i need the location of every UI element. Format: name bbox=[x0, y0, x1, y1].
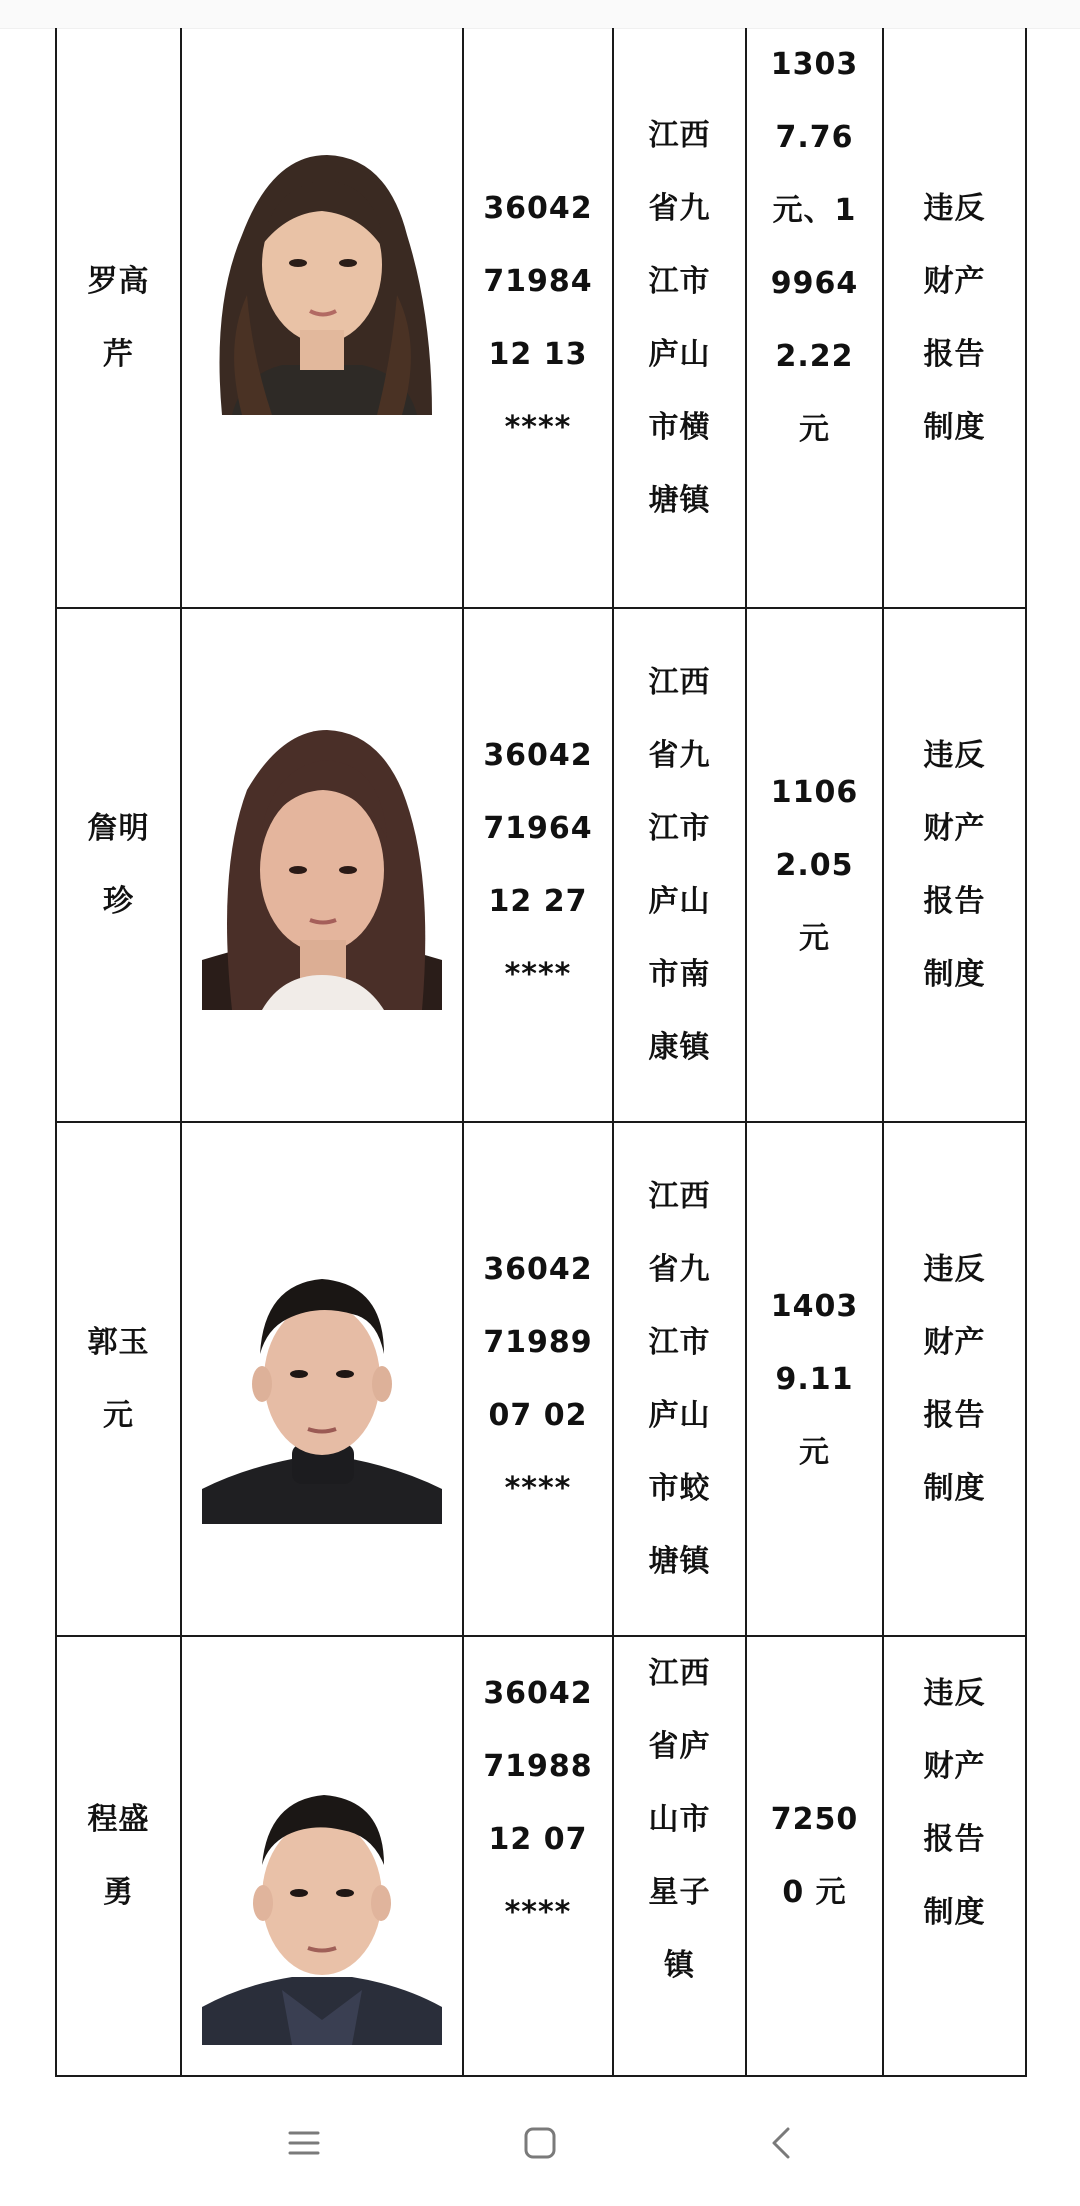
id-cell bbox=[463, 28, 613, 608]
name-cell bbox=[56, 608, 181, 1122]
address: 江西省九江市庐山市南康镇 bbox=[648, 665, 711, 1065]
id-number: 360427198412 13**** bbox=[483, 190, 593, 445]
reason: 违反财产报告制度 bbox=[923, 1252, 986, 1506]
reason: 违反财产报告制度 bbox=[923, 738, 986, 992]
id-cell bbox=[463, 1122, 613, 1636]
amount: 13037.76元、199642.22元 bbox=[770, 47, 859, 447]
address-cell bbox=[613, 28, 746, 608]
navigation-bar bbox=[0, 2080, 1080, 2206]
address: 江西省九江市庐山市蛟塘镇 bbox=[648, 1179, 711, 1579]
reason: 违反财产报告制度 bbox=[923, 190, 986, 445]
name-cell bbox=[56, 1122, 181, 1636]
person-name: 郭玉元 bbox=[87, 1325, 150, 1433]
reason-cell bbox=[883, 608, 1026, 1122]
id-cell bbox=[463, 608, 613, 1122]
table-row bbox=[56, 608, 1026, 1122]
id-cell bbox=[463, 1636, 613, 2076]
table-row bbox=[56, 1122, 1026, 1636]
back-icon bbox=[766, 2125, 796, 2161]
name-cell bbox=[56, 1636, 181, 2076]
amount: 14039.11元 bbox=[770, 1288, 859, 1470]
amount-cell bbox=[746, 28, 883, 608]
home-icon bbox=[522, 2125, 558, 2161]
menu-button[interactable] bbox=[269, 2108, 339, 2178]
name-cell bbox=[56, 28, 181, 608]
reason: 违反财产报告制度 bbox=[923, 1676, 986, 1930]
amount: 11062.05元 bbox=[770, 774, 859, 956]
reason-cell bbox=[883, 1636, 1026, 2076]
id-number: 360427198907 02**** bbox=[483, 1252, 593, 1506]
amount: 72500 元 bbox=[770, 1802, 859, 1910]
person-photo bbox=[202, 1234, 442, 1524]
back-button[interactable] bbox=[746, 2108, 816, 2178]
person-name: 程盛勇 bbox=[87, 1802, 150, 1910]
person-name: 罗高芹 bbox=[87, 263, 150, 372]
photo-cell bbox=[181, 1636, 463, 2076]
person-name: 詹明珍 bbox=[87, 811, 150, 919]
person-photo bbox=[202, 720, 442, 1010]
amount-cell bbox=[746, 1122, 883, 1636]
amount-cell bbox=[746, 1636, 883, 2076]
reason-cell bbox=[883, 28, 1026, 608]
id-number: 360427198812 07**** bbox=[483, 1676, 593, 1930]
person-photo bbox=[202, 1745, 442, 2045]
table-row bbox=[56, 28, 1026, 608]
address-cell bbox=[613, 608, 746, 1122]
address-cell bbox=[613, 1636, 746, 2076]
reason-cell bbox=[883, 1122, 1026, 1636]
top-edge bbox=[0, 0, 1080, 29]
address: 江西省庐山市星子镇 bbox=[648, 1656, 711, 1983]
photo-cell bbox=[181, 1122, 463, 1636]
address: 江西省九江市庐山市横塘镇 bbox=[648, 117, 711, 518]
table-row bbox=[56, 1636, 1026, 2076]
amount-cell bbox=[746, 608, 883, 1122]
menu-icon bbox=[287, 2126, 321, 2160]
photo-cell bbox=[181, 608, 463, 1122]
address-cell bbox=[613, 1122, 746, 1636]
person-table bbox=[55, 28, 1027, 2077]
home-button[interactable] bbox=[505, 2108, 575, 2178]
photo-cell bbox=[181, 28, 463, 608]
person-photo bbox=[202, 125, 442, 415]
id-number: 360427196412 27**** bbox=[483, 738, 593, 992]
